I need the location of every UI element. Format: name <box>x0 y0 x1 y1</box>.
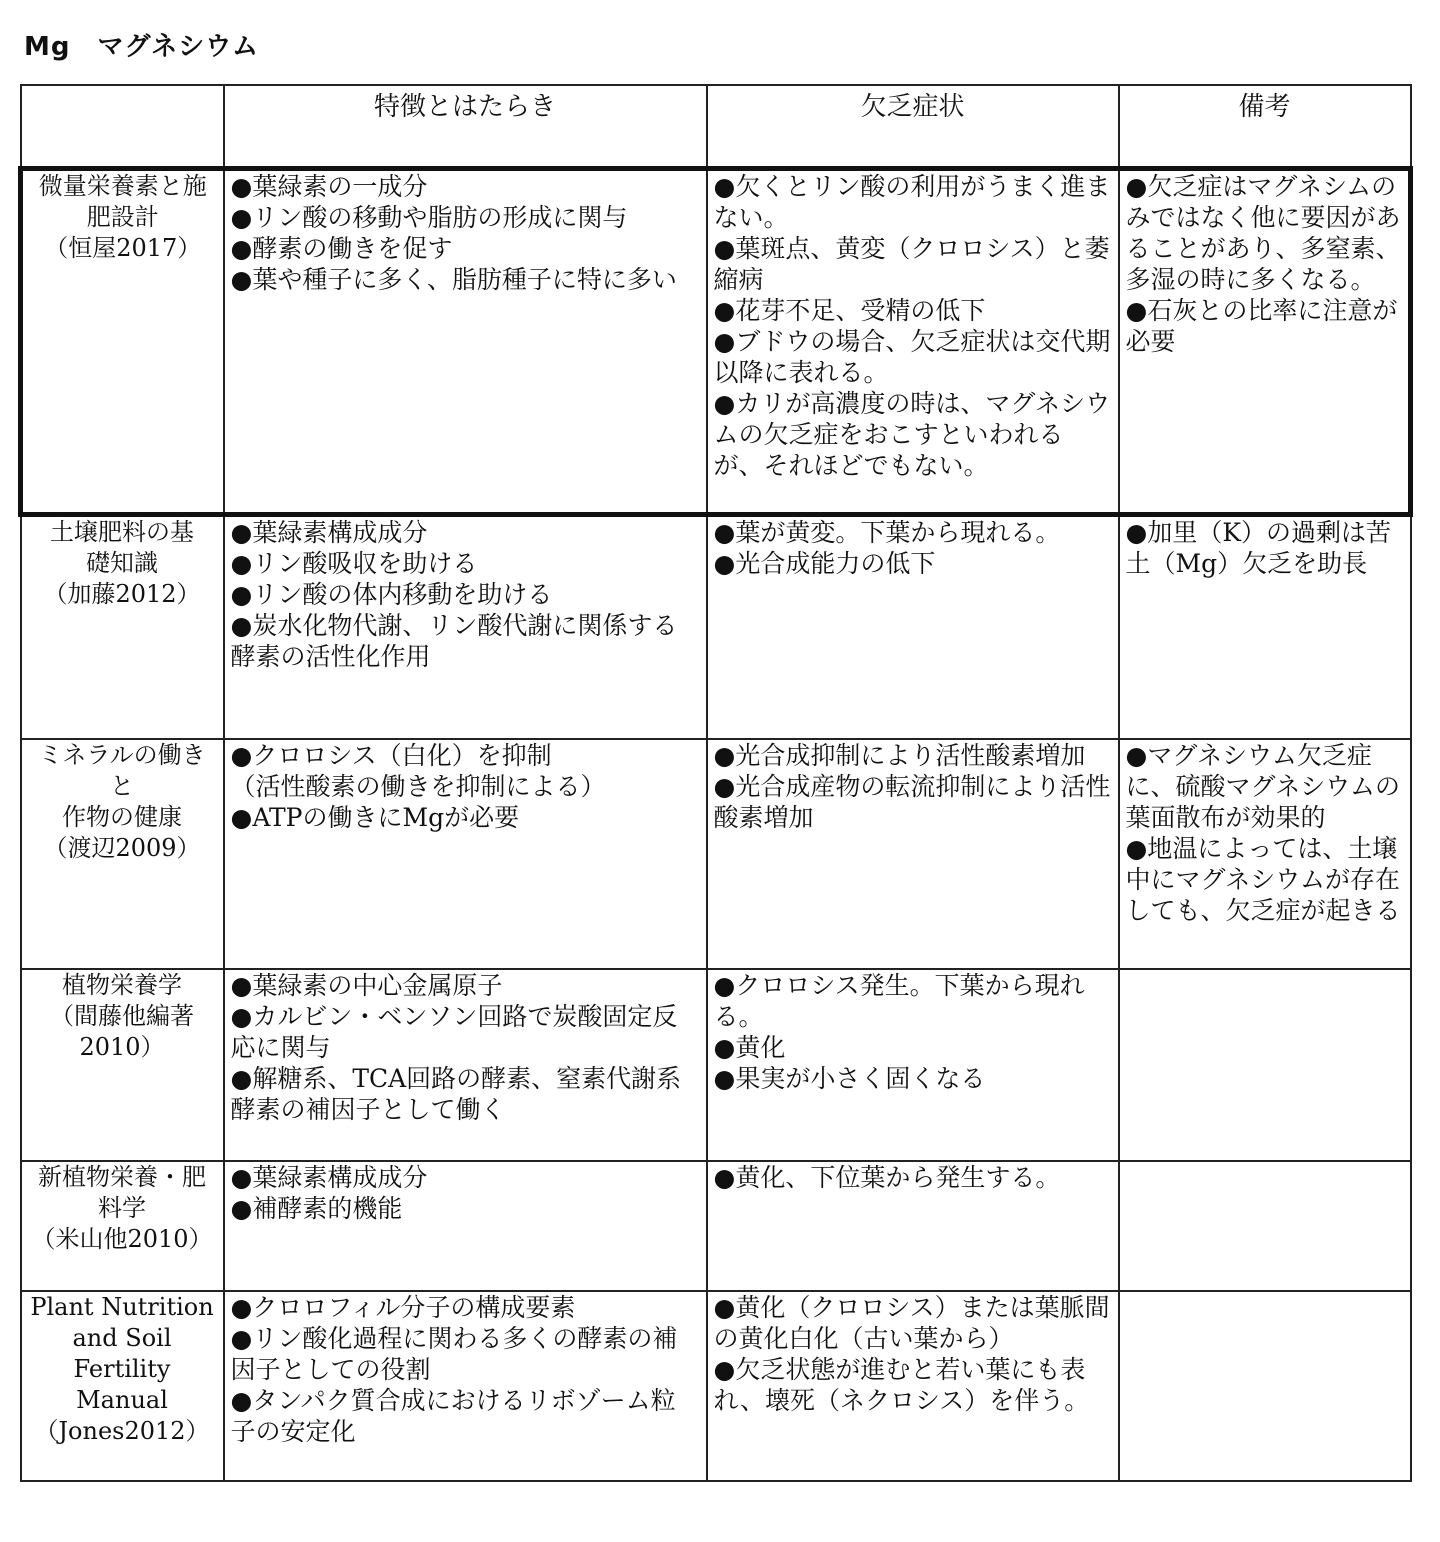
features-cell <box>224 969 707 1161</box>
source-cell <box>21 1161 224 1291</box>
bullet-item: ●地温によっては、土壌中にマグネシウムが存在しても、欠乏症が起きる <box>1125 833 1401 925</box>
table-row <box>21 169 1411 515</box>
notes-cell <box>1119 1291 1411 1481</box>
source-cell <box>21 739 224 969</box>
bullet-item: ●加里（K）の過剰は苦土（Mg）欠乏を助長 <box>1125 518 1391 578</box>
bullet-item: ●クロロシス（白化）を抑制 <box>230 740 552 770</box>
header-row <box>21 85 1411 169</box>
bullet-item: ●石灰との比率に注意が必要 <box>1125 296 1398 356</box>
source-cell <box>21 969 224 1161</box>
bullet-item: ●葉緑素構成成分 <box>230 518 428 547</box>
bullet-item: ●ブドウの場合、欠乏症状は交代期以降に表れる。 <box>713 327 1111 387</box>
source-line: 肥設計 <box>86 203 159 231</box>
bullet-item: ●黄化 <box>713 1032 786 1062</box>
features-cell <box>224 169 707 515</box>
source-line: （渡辺2009） <box>43 833 201 862</box>
bullet-item: ●欠乏症はマグネシムのみではなく他に要因があることがあり、多窒素、多湿の時に多くなる。 <box>1125 172 1401 294</box>
table-row <box>21 739 1411 969</box>
notes-cell <box>1119 1161 1411 1291</box>
bullet-item: ●炭水化物代謝、リン酸代謝に関係する酵素の活性化作用 <box>230 611 678 671</box>
bullet-item: ●カリが高濃度の時は、マグネシウムの欠乏症をおこすといわれるが、それほどでもない。 <box>713 389 1111 480</box>
bullet-item: ●欠くとリン酸の利用がうまく進まない。 <box>713 172 1111 232</box>
bullet-item: ●光合成産物の転流抑制により活性酸素増加 <box>713 771 1111 832</box>
page-title: Mg マグネシウム <box>24 32 259 62</box>
bullet-item: ●補酵素的機能 <box>230 1193 403 1223</box>
magnesium-table <box>18 84 1413 1482</box>
source-cell <box>21 515 224 739</box>
deficiency-cell <box>707 1161 1119 1291</box>
bullet-item: ●葉や種子に多く、脂肪種子に特に多い <box>230 265 677 294</box>
bullet-item: ●葉緑素の中心金属原子 <box>230 970 503 1000</box>
bullet-item: ●タンパク質合成におけるリボゾーム粒子の安定化 <box>230 1385 676 1446</box>
deficiency-cell <box>707 969 1119 1161</box>
deficiency-cell <box>707 515 1119 739</box>
header-deficiency: 欠乏症状 <box>707 85 1119 169</box>
bullet-item: ●黄化（クロロシス）または葉脈間の黄化白化（古い葉から） <box>713 1292 1110 1353</box>
bullet-item: ●葉斑点、黄変（クロロシス）と萎縮病 <box>713 234 1110 294</box>
table-row <box>21 969 1411 1161</box>
table-row <box>21 1161 1411 1291</box>
source-line: 微量栄養素と施 <box>38 172 207 200</box>
source-cell <box>21 169 224 515</box>
bullet-item: ●果実が小さく固くなる <box>713 1063 986 1093</box>
bullet-item: ●光合成能力の低下 <box>713 549 936 578</box>
table-row <box>21 515 1411 739</box>
notes-cell <box>1119 515 1411 739</box>
source-line: 新植物栄養・肥 <box>38 1162 206 1191</box>
bullet-item: ●リン酸の移動や脂肪の形成に関与 <box>230 203 628 232</box>
bullet-item: ●解糖系、TCA回路の酵素、窒素代謝系酵素の補因子として働く <box>230 1063 682 1124</box>
source-line: （米山他2010） <box>31 1224 213 1253</box>
source-line: and Soil <box>72 1323 172 1352</box>
source-line: （Jones2012） <box>34 1416 210 1445</box>
features-cell <box>224 1161 707 1291</box>
source-line: 料学 <box>98 1193 146 1222</box>
bullet-item: ●光合成抑制により活性酸素増加 <box>713 740 1086 770</box>
header-features: 特徴とはたらき <box>224 85 707 169</box>
bullet-item: ●葉緑素構成成分 <box>230 1162 428 1192</box>
source-line: 礎知識 <box>86 549 158 577</box>
bullet-item: ●カルビン・ベンソン回路で炭酸固定反応に関与 <box>230 1001 678 1062</box>
bullet-item: ●クロロフィル分子の構成要素 <box>230 1292 576 1322</box>
source-line: 土壌肥料の基 <box>50 518 194 546</box>
source-line: 植物栄養学 <box>62 970 182 999</box>
deficiency-cell <box>707 1291 1119 1481</box>
header-blank <box>21 85 224 169</box>
features-cell <box>224 515 707 739</box>
deficiency-cell <box>707 169 1119 515</box>
source-line: ミネラルの働きと <box>38 740 206 800</box>
bullet-item: ●リン酸化過程に関わる多くの酵素の補因子としての役割 <box>230 1323 678 1384</box>
header-notes: 備考 <box>1119 85 1411 169</box>
bullet-item: ●欠乏状態が進むと若い葉にも表れ、壊死（ネクロシス）を伴う。 <box>713 1354 1090 1415</box>
source-line: （間藤他編著 <box>50 1001 194 1030</box>
source-cell <box>21 1291 224 1481</box>
bullet-item: ●花芽不足、受精の低下 <box>713 296 986 325</box>
table-row <box>21 1291 1411 1481</box>
notes-cell <box>1119 969 1411 1161</box>
notes-cell <box>1119 739 1411 969</box>
bullet-item: ●クロロシス発生。下葉から現れる。 <box>713 970 1085 1031</box>
deficiency-cell <box>707 739 1119 969</box>
source-line: Manual <box>76 1385 168 1414</box>
bullet-item: ●葉緑素の一成分 <box>230 172 428 201</box>
bullet-item: ●リン酸の体内移動を助ける <box>230 580 553 609</box>
source-line: 2010） <box>79 1032 165 1061</box>
source-line: Plant Nutrition <box>30 1292 214 1321</box>
features-cell <box>224 739 707 969</box>
bullet-item: ●酵素の働きを促す <box>230 234 453 263</box>
bullet-item: ●リン酸吸収を助ける <box>230 549 478 578</box>
source-line: （恒屋2017） <box>44 234 202 262</box>
source-line: 作物の健康 <box>62 802 182 831</box>
source-line: （加藤2012） <box>43 580 201 608</box>
bullet-item: ●マグネシウム欠乏症に、硫酸マグネシウムの葉面散布が効果的 <box>1125 740 1401 832</box>
bullet-item: ●葉が黄変。下葉から現れる。 <box>713 518 1061 547</box>
bullet-item: （活性酸素の働きを抑制による） <box>230 771 606 801</box>
notes-cell <box>1119 169 1411 515</box>
source-line: Fertility <box>73 1354 171 1383</box>
features-cell <box>224 1291 707 1481</box>
bullet-item: ●ATPの働きにMgが必要 <box>230 802 520 832</box>
bullet-item: ●黄化、下位葉から発生する。 <box>713 1162 1061 1192</box>
